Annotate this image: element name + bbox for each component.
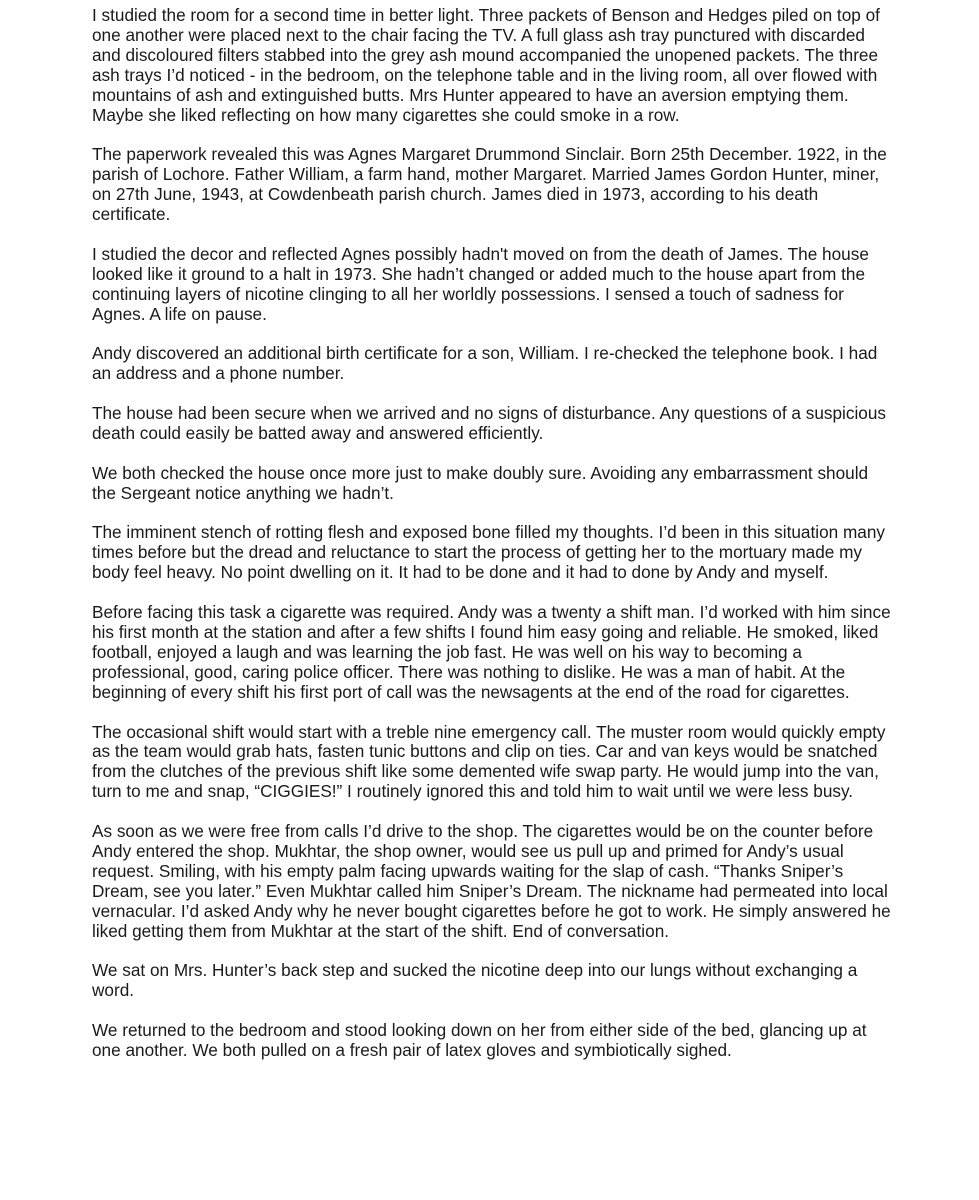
paragraph-shop: As soon as we were free from calls I’d drive to the shop. The cigarettes would be on the counter before Andy entered the shop. Mukhtar, the shop owner, would see us pull up and primed for Andy’s usual request. Smiling, with his empty palm facing upwards waiting for the slap of cash. “Thanks Sniper’s Dream, see you later.” Even Mukhtar called him Sniper’s Dream. The nickname had permeated into local vernacular. I’d asked Andy why he never bought cigarettes before he got to work. He simply answered he liked getting them from Mukhtar at the start of the shift. End of conversation. <box>92 821 891 941</box>
paragraph-imminent-stench: The imminent stench of rotting flesh and exposed bone filled my thoughts. I’d been in this situation many times before but the dread and reluctance to start the process of getting her to the mortuary made my body feel heavy. No point dwelling on it. It had to be done and it had to done by Andy and myself. <box>92 522 885 583</box>
paragraph-room-description: I studied the room for a second time in better light. Three packets of Benson and Hedges piled on top of one another were placed next to the chair facing the TV. A full glass ash tray punctured with discarded and discoloured filters stabbed into the grey ash mound accompanied the unopened packets. The three ash trays I’d noticed - in the bedroom, on the telephone table and in the living room, all over flowed with mountains of ash and extinguished butts. Mrs Hunter appeared to have an aversion emptying them. Maybe she liked reflecting on how many cigarettes she could smoke in a row. <box>92 5 880 125</box>
paragraph-emergency-call: The occasional shift would start with a treble nine emergency call. The muster room would quickly empty as the team would grab hats, fasten tunic buttons and clip on ties. Car and van keys would be snatched from the clutches of the previous shift like some demented wife swap party. He would jump into the van, turn to me and snap, “CIGGIES!” I routinely ignored this and told him to wait until we were less busy. <box>92 721 886 802</box>
paragraph-decor: I studied the decor and reflected Agnes possibly hadn't moved on from the death of James. The house looked like it ground to a halt in 1973. She hadn’t changed or added much to the house apart from the continuing layers of nicotine clinging to all her worldly possessions. I sensed a touch of sadness for Agnes. A life on pause. <box>92 243 869 324</box>
paragraph-bedroom: We returned to the bedroom and stood looking down on her from either side of the bed, glancing up at one another. We both pulled on a fresh pair of latex gloves and symbiotically sighed. <box>92 1020 867 1060</box>
paragraph-cigarette-required: Before facing this task a cigarette was required. Andy was a twenty a shift man. I’d worked with him since his first month at the station and after a few shifts I found him easy going and reliable. He smoked, liked football, enjoyed a laugh and was learning the job fast. He was well on his way to becoming a professional, good, caring police officer. There was nothing to dislike. He was a man of habit. At the beginning of every shift his first port of call was the newsagents at the end of the road for cigarettes. <box>92 602 891 702</box>
paragraph-birth-certificate: Andy discovered an additional birth certificate for a son, William. I re-checked the telephone book. I had an address and a phone number. <box>92 343 878 384</box>
paragraph-paperwork: The paperwork revealed this was Agnes Margaret Drummond Sinclair. Born 25th December. 1922, in the parish of Lochore. Father William, a farm hand, mother Margaret. Married James Gordon Hunter, miner, on 27th June, 1943, at Cowdenbeath parish church. James died in 1973, according to his death certificate. <box>92 144 887 225</box>
paragraph-double-check: We both checked the house once more just to make doubly sure. Avoiding any embarrassment should the Sergeant notice anything we hadn’t. <box>92 462 869 503</box>
paragraph-house-secure: The house had been secure when we arrived and no signs of disturbance. Any questions of a suspicious death could easily be batted away and answered efficiently. <box>92 403 886 443</box>
paragraph-back-step: We sat on Mrs. Hunter’s back step and sucked the nicotine deep into our lungs without exchanging a word. <box>92 960 858 1001</box>
